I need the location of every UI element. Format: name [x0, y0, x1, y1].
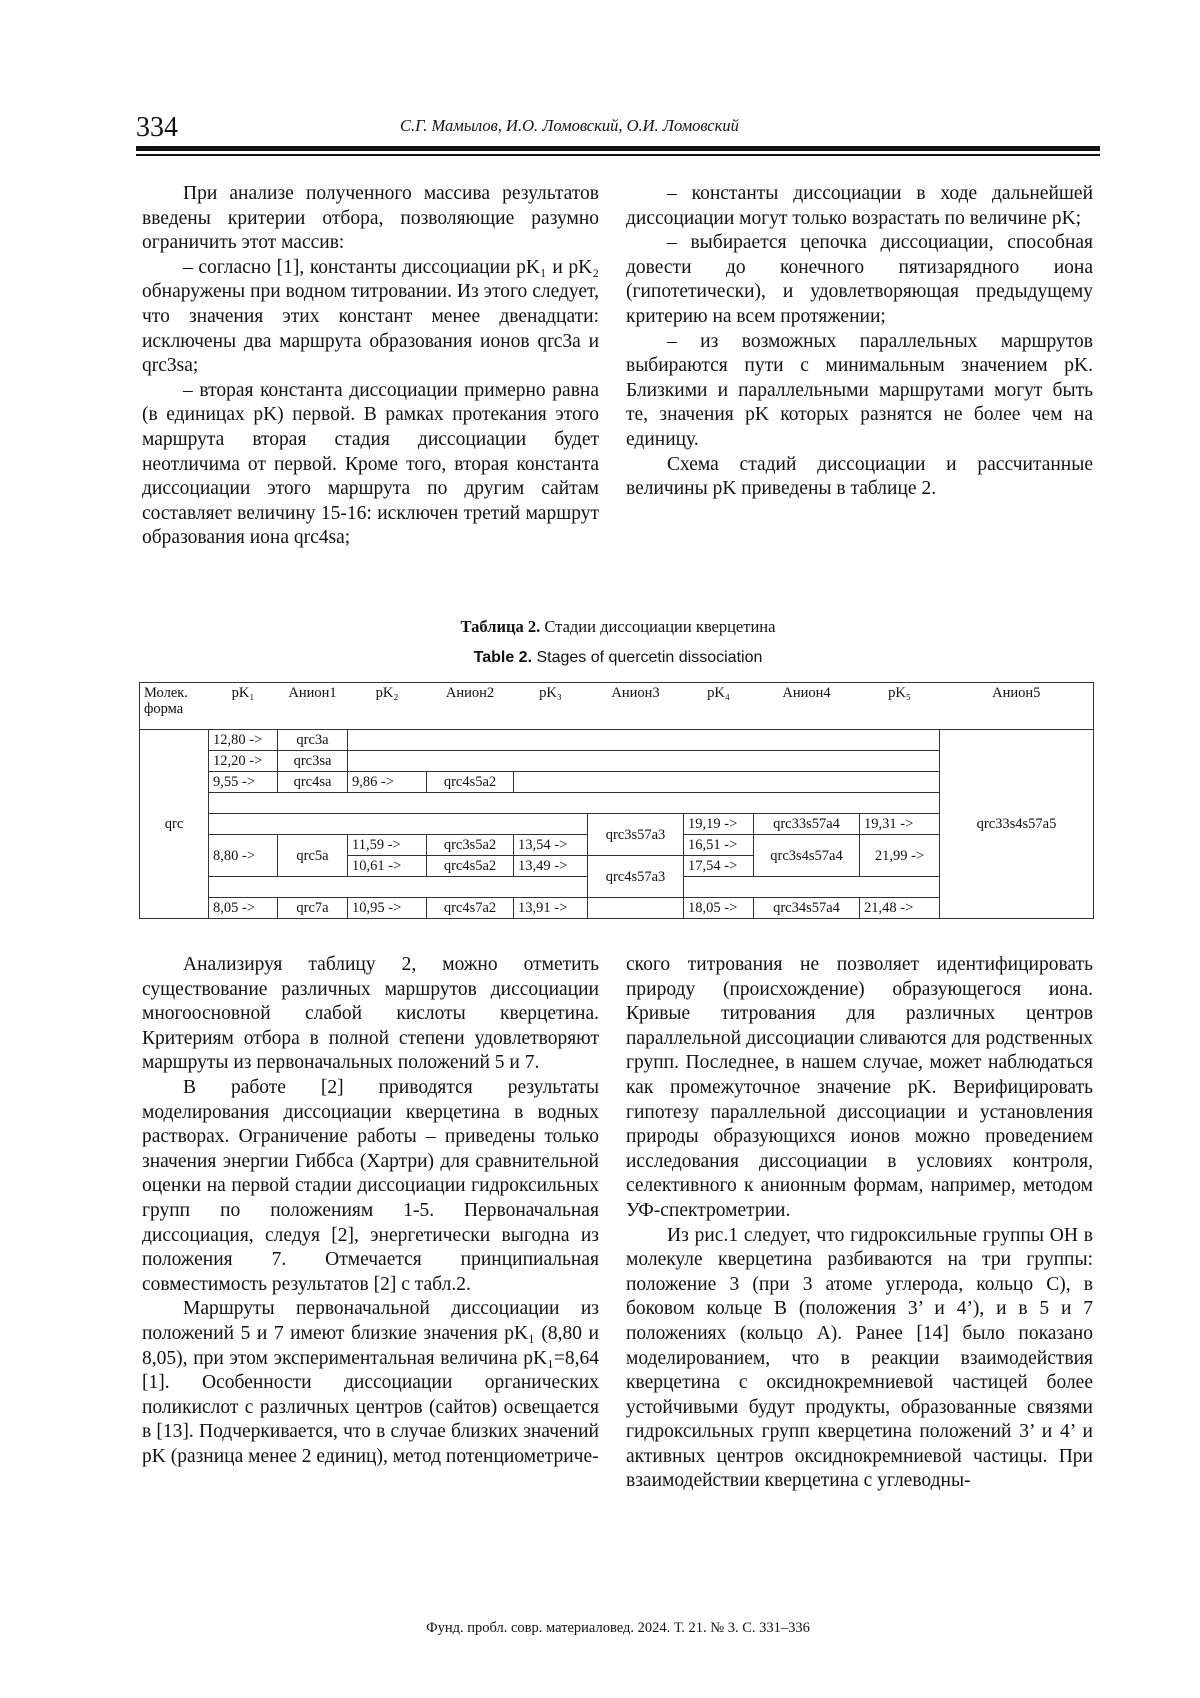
- table-cell: qrc7a: [278, 898, 348, 919]
- table-cell: [348, 730, 940, 751]
- table-cell: 17,54 ->: [684, 856, 754, 877]
- table-cell: 9,55 ->: [209, 772, 278, 793]
- header-cell: pK₂: [375, 685, 399, 701]
- table-cell: qrc3sa: [278, 751, 348, 772]
- header-rule-thick: [136, 146, 1100, 151]
- table-cell: [209, 814, 588, 835]
- paragraph: При анализе полученного массива результатов введены критерии отбора, позволяющие разумно ограничить этот массив:: [142, 183, 599, 254]
- table-cell: 21,48 ->: [860, 898, 940, 919]
- table-cell: 12,20 ->: [209, 751, 278, 772]
- table-cell: 13,91 ->: [514, 898, 588, 919]
- table-row: [140, 730, 1094, 751]
- table-cell: qrc4sa: [278, 772, 348, 793]
- paragraph: – выбирается цепочка диссоциации, способная довести до конечного пятизарядного иона (гипотетически), и удовлетворяющая предыдущему критерию на всем протяжении;: [626, 232, 1093, 327]
- table-cell: [514, 772, 940, 793]
- dissociation-table: [139, 682, 1094, 919]
- table-cell: 21,99 ->: [860, 835, 940, 877]
- table-cell: 16,51 ->: [684, 835, 754, 856]
- table-cell: 11,59 ->: [348, 835, 427, 856]
- anion3-cell: qrc3s57a3: [588, 814, 684, 856]
- anion3-cell: qrc4s57a3: [588, 856, 684, 898]
- mol-form-cell: qrc: [140, 730, 209, 919]
- header-cell: pK₁: [231, 685, 255, 701]
- table-cell: [588, 898, 684, 919]
- table-cell: [684, 877, 940, 898]
- table-cell: 10,61 ->: [348, 856, 427, 877]
- table-cell: qrc34s57a4: [754, 898, 860, 919]
- table-cell: qrc3a: [278, 730, 348, 751]
- table-cell: 19,31 ->: [860, 814, 940, 835]
- page-number: 334: [136, 112, 178, 143]
- table-cell: [348, 751, 940, 772]
- paragraph: Из рис.1 следует, что гидроксильные группы OH в молекуле кверцетина разбиваются на три группы: положение 3 (при 3 атоме углерода, кольцо С), в боковом кольце В (положения 3’ и 4’), и в 5 и 7 положениях (кольцо А). Ранее [14] было показано моделированием, что в реакции взаимодействия кверцетина с оксиднокремниевой частицей более устойчивыми будут продукты, образованные связями гидроксильных групп кверцетина положений 3’ и 4’ и активных центров оксиднокремниевой частицы. При взаимодействии кверцетина с углеводны-: [626, 1224, 1093, 1492]
- header-cell: Анион2: [445, 685, 495, 701]
- running-header-authors: С.Г. Мамылов, И.О. Ломовский, О.И. Ломовский: [400, 116, 739, 135]
- paragraph: ского титрования не позволяет идентифицировать природу (происхождение) образующегося иона. Кривые титрования для различных центров параллельной диссоциации сливаются для родственных групп. Последнее, в нашем случае, может наблюдаться как промежуточное значение pK. Верифицировать гипотезу параллельной диссоциации и установления природы образующихся ионов можно проведением исследования диссоциации в условиях контроля, селективного к анионным формам, например, методом УФ-спектрометрии.: [626, 954, 1093, 1221]
- table-cell: 9,86 ->: [348, 772, 427, 793]
- header-rule-thin: [136, 154, 1100, 156]
- paragraph: – согласно [1], константы диссоциации pK₁ и pK₂ обнаружены при водном титровании. Из этого следует, что значения этих констант менее двенадцати: исключены два маршрута образования ионов qrc3a и qrc3sa;: [142, 256, 599, 377]
- table-cell: qrc4s5a2: [427, 856, 514, 877]
- header-cell: Анион5: [992, 685, 1041, 701]
- anion4-cell: qrc3s4s57a4: [754, 835, 860, 877]
- caption-text: Стадии диссоциации кверцетина: [540, 617, 776, 636]
- table-cell: 18,05 ->: [684, 898, 754, 919]
- caption-label: Таблица 2.: [460, 617, 541, 636]
- table-cell: [209, 877, 588, 898]
- paragraph: Анализируя таблицу 2, можно отметить существование различных маршрутов диссоциации многоосновной слабой кислоты кверцетина. Критериям отбора в полной степени удовлетворяют маршруты из первоначальных положений 5 и 7.: [142, 954, 599, 1074]
- table-cell: 13,49 ->: [514, 856, 588, 877]
- table-cell: qrc5a: [278, 835, 348, 877]
- anion5-cell: qrc33s4s57a5: [940, 730, 1094, 919]
- table-caption-en: [136, 649, 1100, 667]
- column-left-top: [142, 182, 599, 551]
- caption-text: Stages of quercetin dissociation: [532, 649, 763, 666]
- table-cell: qrc3s5a2: [427, 835, 514, 856]
- header-cell: pK₄: [707, 685, 730, 701]
- header-cell: Анион3: [611, 685, 660, 701]
- table-cell: 8,05 ->: [209, 898, 278, 919]
- table-cell: [209, 793, 940, 814]
- table-cell: qrc33s57a4: [754, 814, 860, 835]
- table-cell: 10,95 ->: [348, 898, 427, 919]
- column-right-top: [626, 182, 1093, 502]
- paragraph: В работе [2] приводятся результаты моделирования диссоциации кверцетина в водных растворах. Ограничение работы – приведены только значения энергии Гиббса (Хартри) для сравнительной оценки на первой стадии диссоциации гидроксильных групп по положениям 1-5. Первоначальная диссоциация, следуя [2], энергетически выгодна из положения 7. Отмечается принципиальная совместимость результатов [2] с табл.2.: [142, 1076, 599, 1295]
- column-right-bottom: [626, 953, 1093, 1494]
- table-cell: 8,80 ->: [209, 835, 278, 877]
- paragraph: – из возможных параллельных маршрутов выбираются пути с минимальным значением pK. Близкими и параллельными маршрутами могут быть те, значения pK которых разнятся не более чем на единицу.: [626, 330, 1093, 450]
- header-cell: Анион4: [782, 685, 831, 701]
- header-cell: pK₃: [539, 685, 562, 701]
- column-left-bottom: [142, 953, 599, 1469]
- paragraph: – константы диссоциации в ходе дальнейшей диссоциации могут только возрастать по величине pK;: [626, 183, 1093, 229]
- table-cell: 19,19 ->: [684, 814, 754, 835]
- paragraph: – вторая константа диссоциации примерно равна (в единицах pK) первой. В рамках протекания этого маршрута вторая стадия диссоциации будет неотличима от первой. Кроме того, вторая константа диссоциации этого маршрута по другим сайтам составляет величину 15-16: исключен третий маршрут образования иона qrc4sa;: [142, 379, 599, 549]
- header-cell: Молек. форма: [144, 685, 188, 717]
- journal-footer: Фунд. пробл. совр. материаловед. 2024. Т. 21. № 3. С. 331–336: [426, 1620, 810, 1636]
- paragraph: Схема стадий диссоциации и рассчитанные величины pK приведены в таблице 2.: [626, 453, 1093, 500]
- paragraph: Маршруты первоначальной диссоциации из положений 5 и 7 имеют близкие значения pK₁ (8,80 и 8,05), при этом экспериментальная величина pK₁=8,64 [1]. Особенности диссоциации органических поликислот с различных центров (сайтов) освещается в [13]. Подчеркивается, что в случае близких значений pK (разница менее 2 единиц), метод потенциометриче-: [142, 1298, 599, 1467]
- table-header-row: [140, 683, 1094, 730]
- header-cell: pK₅: [888, 685, 911, 701]
- table-cell: qrc4s5a2: [427, 772, 514, 793]
- table-cell: qrc4s7a2: [427, 898, 514, 919]
- table-cell: 12,80 ->: [209, 730, 278, 751]
- header-cell: Анион1: [288, 685, 337, 701]
- caption-label: Table 2.: [473, 649, 533, 666]
- table-cell: 13,54 ->: [514, 835, 588, 856]
- table-caption-ru: [136, 617, 1100, 637]
